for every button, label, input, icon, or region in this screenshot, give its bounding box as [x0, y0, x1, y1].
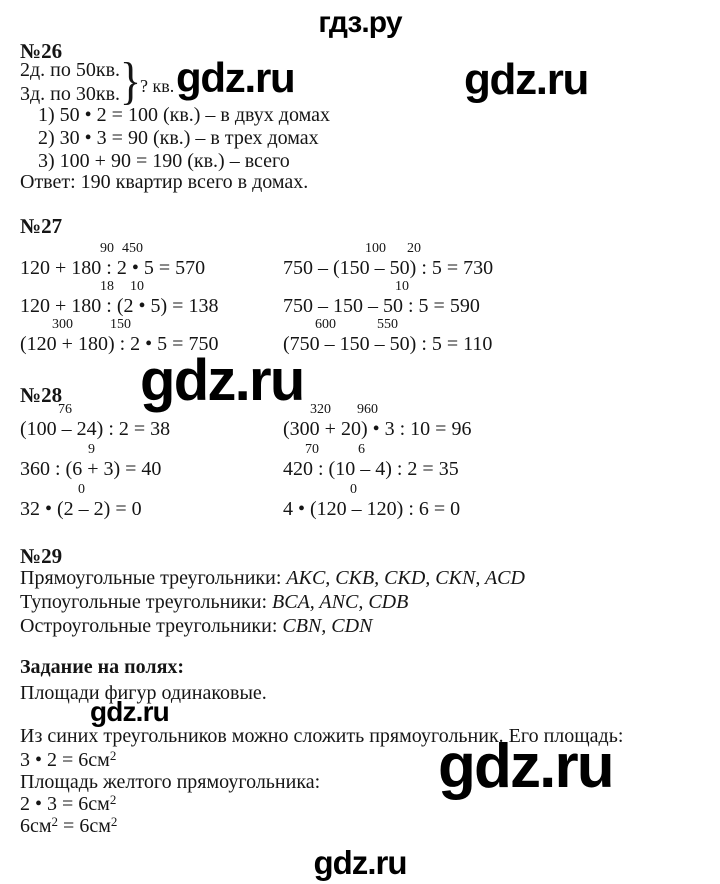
triangle-type-label: Прямоугольные треугольники:	[20, 567, 287, 589]
equation: 120 + 180 : (2 • 5) = 138	[20, 295, 219, 317]
problem-28-title: №28	[20, 383, 63, 407]
triangle-names: BCA, ANC, CDB	[272, 591, 409, 613]
equation: 360 : (6 + 3) = 40	[20, 458, 162, 480]
equation-base: 3 • 2 = 6см	[20, 749, 110, 771]
exponent: 2	[109, 748, 117, 763]
watermark-gdz-5: gdz.ru	[438, 732, 613, 801]
hint-values	[20, 442, 275, 458]
hint-values	[283, 482, 538, 498]
site-footer-logo: gdz.ru	[313, 844, 407, 881]
blue-area-equation	[20, 748, 116, 772]
triangle-list-obtuse	[20, 590, 408, 614]
equation-row	[283, 402, 538, 442]
problem-27-title: №27	[20, 214, 63, 238]
equation: 120 + 180 : 2 • 5 = 570	[20, 257, 206, 279]
triangle-names: CBN, CDN	[282, 615, 373, 637]
hint: 6	[358, 442, 365, 457]
hint: 9	[88, 442, 95, 457]
problem-29-title: №29	[20, 544, 63, 568]
exponent: 2	[51, 814, 59, 829]
equation: 4 • (120 – 120) : 6 = 0	[283, 498, 461, 520]
hint: 0	[350, 482, 357, 497]
equation-row	[283, 241, 538, 279]
hint-values	[20, 279, 275, 295]
watermark-gdz-4: gdz.ru	[90, 696, 169, 727]
equation-row	[283, 482, 538, 522]
equation: (750 – 150 – 50) : 5 = 110	[283, 333, 493, 355]
triangle-list-acute	[20, 614, 372, 638]
margin-task-intro: Площади фигур одинаковые.	[20, 682, 267, 704]
equation-row	[283, 442, 538, 482]
problem-28-left-column	[20, 402, 275, 522]
condition-brace: }	[119, 53, 142, 110]
equation-row	[20, 482, 275, 522]
equation-base: 2 • 3 = 6см	[20, 793, 110, 815]
problem-26-steps	[38, 104, 330, 173]
hint: 10	[130, 279, 144, 294]
margin-task-title: Задание на полях:	[20, 656, 185, 678]
hint: 20	[407, 241, 421, 256]
hint: 150	[110, 317, 131, 332]
hint: 550	[377, 317, 398, 332]
yellow-area-equation	[20, 792, 116, 816]
triangle-names: AKC, CKB, CKD, CKN, ACD	[286, 567, 525, 589]
exponent: 2	[109, 792, 117, 807]
exponent: 2	[110, 814, 118, 829]
problem-26-condition-1: 2д. по 50кв.	[20, 59, 121, 81]
triangle-list-right	[20, 566, 525, 590]
hint: 450	[122, 241, 143, 256]
solution-step: 1) 50 • 2 = 100 (кв.) – в двух домах	[38, 104, 330, 126]
problem-26-condition-2: 3д. по 30кв.	[20, 83, 121, 105]
equation-row	[20, 241, 275, 279]
equation: 750 – 150 – 50 : 5 = 590	[283, 295, 480, 317]
hint-values	[20, 482, 275, 498]
hint-values	[20, 241, 275, 257]
hint-values	[20, 317, 275, 333]
solution-step: 3) 100 + 90 = 190 (кв.) – всего	[38, 150, 290, 172]
hint-values	[283, 279, 538, 295]
equation: (100 – 24) : 2 = 38	[20, 418, 171, 440]
blue-triangles-text: Из синих треугольников можно сложить прямоугольник. Его площадь:	[20, 725, 624, 747]
solution-step: 2) 30 • 3 = 90 (кв.) – в трех домах	[38, 127, 319, 149]
problem-27-left-column	[20, 241, 275, 355]
hint-values	[283, 241, 538, 257]
problem-26-question: ? кв.	[140, 76, 175, 96]
yellow-rectangle-text: Площадь желтого прямоугольника:	[20, 771, 321, 793]
hint: 960	[357, 402, 378, 417]
site-header-logo: гдз.ру	[318, 6, 402, 39]
equation: 32 • (2 – 2) = 0	[20, 498, 142, 520]
problem-27-right-column	[283, 241, 538, 355]
equation-row	[283, 317, 538, 355]
watermark-gdz-3: gdz.ru	[140, 348, 304, 413]
equation: 420 : (10 – 4) : 2 = 35	[283, 458, 459, 480]
hint: 76	[58, 402, 72, 417]
hint-values	[20, 402, 275, 418]
equation-base: 6см	[20, 815, 52, 837]
triangle-type-label: Тупоугольные треугольники:	[20, 591, 273, 613]
hint: 18	[100, 279, 114, 294]
triangle-type-label: Остроугольные треугольники:	[20, 615, 283, 637]
hint: 320	[310, 402, 331, 417]
equation: (120 + 180) : 2 • 5 = 750	[20, 333, 219, 355]
equation-row	[20, 442, 275, 482]
hint: 100	[365, 241, 386, 256]
equation: 750 – (150 – 50) : 5 = 730	[283, 257, 494, 279]
hint-values	[283, 317, 538, 333]
hint-values	[283, 402, 538, 418]
hint: 90	[100, 241, 114, 256]
hint-values	[283, 442, 538, 458]
hint: 70	[305, 442, 319, 457]
problem-28-right-column	[283, 402, 538, 522]
equation-row	[20, 402, 275, 442]
watermark-gdz-1: gdz.ru	[176, 54, 295, 101]
hint: 0	[78, 482, 85, 497]
problem-26-answer: Ответ: 190 квартир всего в домах.	[20, 171, 309, 193]
problem-26-title: №26	[20, 39, 63, 63]
equation-base: = 6см	[58, 815, 111, 837]
equation: (300 + 20) • 3 : 10 = 96	[283, 418, 472, 440]
hint: 600	[315, 317, 336, 332]
hint: 300	[52, 317, 73, 332]
hint: 10	[395, 279, 409, 294]
equation-row	[20, 279, 275, 317]
watermark-gdz-2: gdz.ru	[464, 55, 589, 104]
areas-equal-equation	[20, 814, 117, 838]
equation-row	[283, 279, 538, 317]
